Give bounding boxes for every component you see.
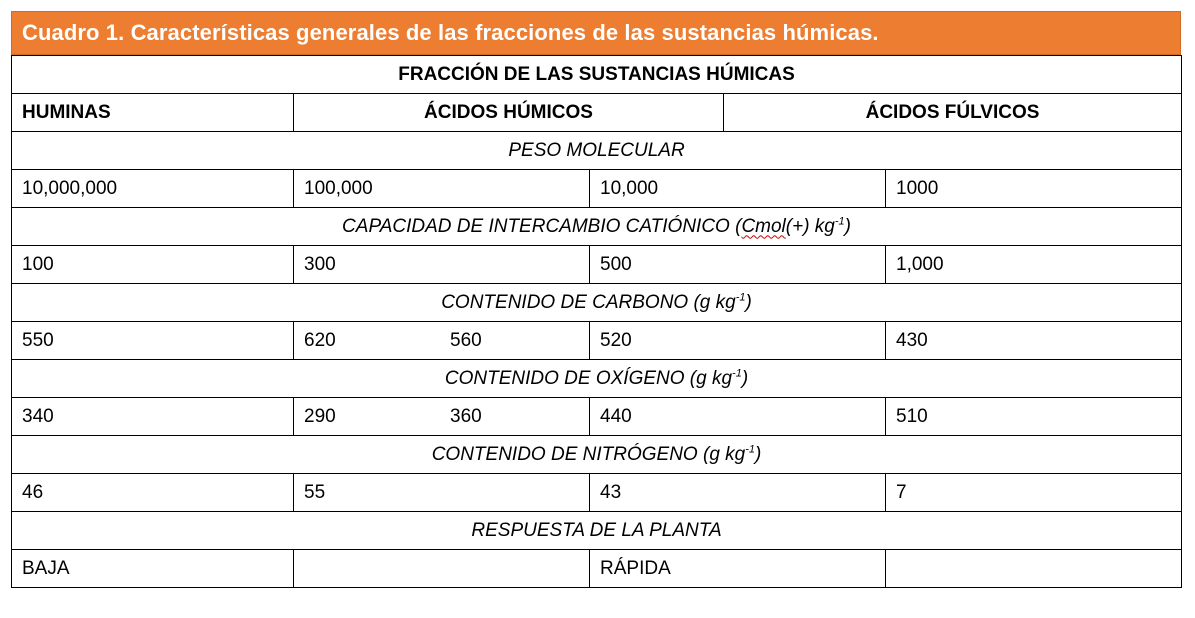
table-cell: 7	[886, 474, 1182, 512]
table-row	[12, 512, 1182, 550]
table-cell: 440	[590, 398, 886, 436]
table-cell: 1,000	[886, 246, 1182, 284]
humic-substances-table	[11, 55, 1182, 588]
table-cell-value: 620	[304, 329, 336, 351]
table-cell-value: 560	[450, 329, 482, 351]
table-cell-value: 290	[304, 405, 336, 427]
table-row	[12, 170, 1182, 208]
caption-text: Cuadro 1. Características generales de las fracciones de las sustancias húmicas.	[22, 20, 879, 45]
table-cell: 340	[12, 398, 294, 436]
section-cic	[12, 208, 1182, 246]
section-label-end: )	[741, 367, 749, 389]
table-cell: 43	[590, 474, 886, 512]
table-row	[12, 322, 1182, 360]
table-cell: 10,000,000	[12, 170, 294, 208]
table-row	[12, 550, 1182, 588]
table-row	[12, 398, 1182, 436]
section-nitrogeno	[12, 436, 1182, 474]
table-cell: 550	[12, 322, 294, 360]
table-row	[12, 284, 1182, 322]
section-respuesta: RESPUESTA DE LA PLANTA	[12, 512, 1182, 550]
col-header-acidos-humicos: ÁCIDOS HÚMICOS	[294, 94, 724, 132]
section-label: CONTENIDO DE CARBONO (g kg	[441, 291, 736, 313]
section-label-unit: Cmol	[741, 215, 786, 237]
section-label-end: )	[745, 291, 752, 313]
table-row	[12, 436, 1182, 474]
section-label-end: )	[755, 443, 762, 465]
table-cell: 510	[886, 398, 1182, 436]
section-label: CAPACIDAD DE INTERCAMBIO CATIÓNICO (	[342, 215, 742, 237]
table-row	[12, 246, 1182, 284]
table-cell: 55	[294, 474, 590, 512]
table-row	[12, 360, 1182, 398]
table-row	[12, 208, 1182, 246]
table-row	[12, 474, 1182, 512]
section-label-mid: (+) kg	[785, 215, 835, 237]
col-header-acidos-fulvicos: ÁCIDOS FÚLVICOS	[724, 94, 1182, 132]
table-cell: 300	[294, 246, 590, 284]
table-cell	[886, 550, 1182, 588]
table-cell: 430	[886, 322, 1182, 360]
col-header-huminas: HUMINAS	[12, 94, 294, 132]
table-row	[12, 56, 1182, 94]
table-cell: 10,000	[590, 170, 886, 208]
section-label-sup: -1	[834, 215, 845, 228]
table-cell	[294, 550, 590, 588]
section-label-sup: -1	[735, 291, 746, 304]
section-oxigeno	[12, 360, 1182, 398]
table-cell: BAJA	[12, 550, 294, 588]
section-label: CONTENIDO DE NITRÓGENO (g kg	[431, 443, 746, 465]
table-cell: 100,000	[294, 170, 590, 208]
table-cell: 100	[12, 246, 294, 284]
table-cell: 1000	[886, 170, 1182, 208]
section-label: CONTENIDO DE OXÍGENO (g kg	[444, 367, 733, 389]
table-caption	[11, 11, 1181, 55]
section-carbono	[12, 284, 1182, 322]
table-cell-split	[294, 322, 590, 360]
section-label-end: )	[844, 215, 851, 237]
table-cell-value: 360	[450, 405, 482, 427]
table-cell-split	[294, 398, 590, 436]
table-cell: 500	[590, 246, 886, 284]
table-cell: 520	[590, 322, 886, 360]
table-row	[12, 132, 1182, 170]
section-label-sup: -1	[732, 367, 742, 380]
table-cell: 46	[12, 474, 294, 512]
section-label-sup: -1	[745, 443, 756, 456]
table-row	[12, 94, 1182, 132]
table-cell: RÁPIDA	[590, 550, 886, 588]
section-peso-molecular: PESO MOLECULAR	[12, 132, 1182, 170]
group-header: FRACCIÓN DE LAS SUSTANCIAS HÚMICAS	[12, 56, 1182, 94]
